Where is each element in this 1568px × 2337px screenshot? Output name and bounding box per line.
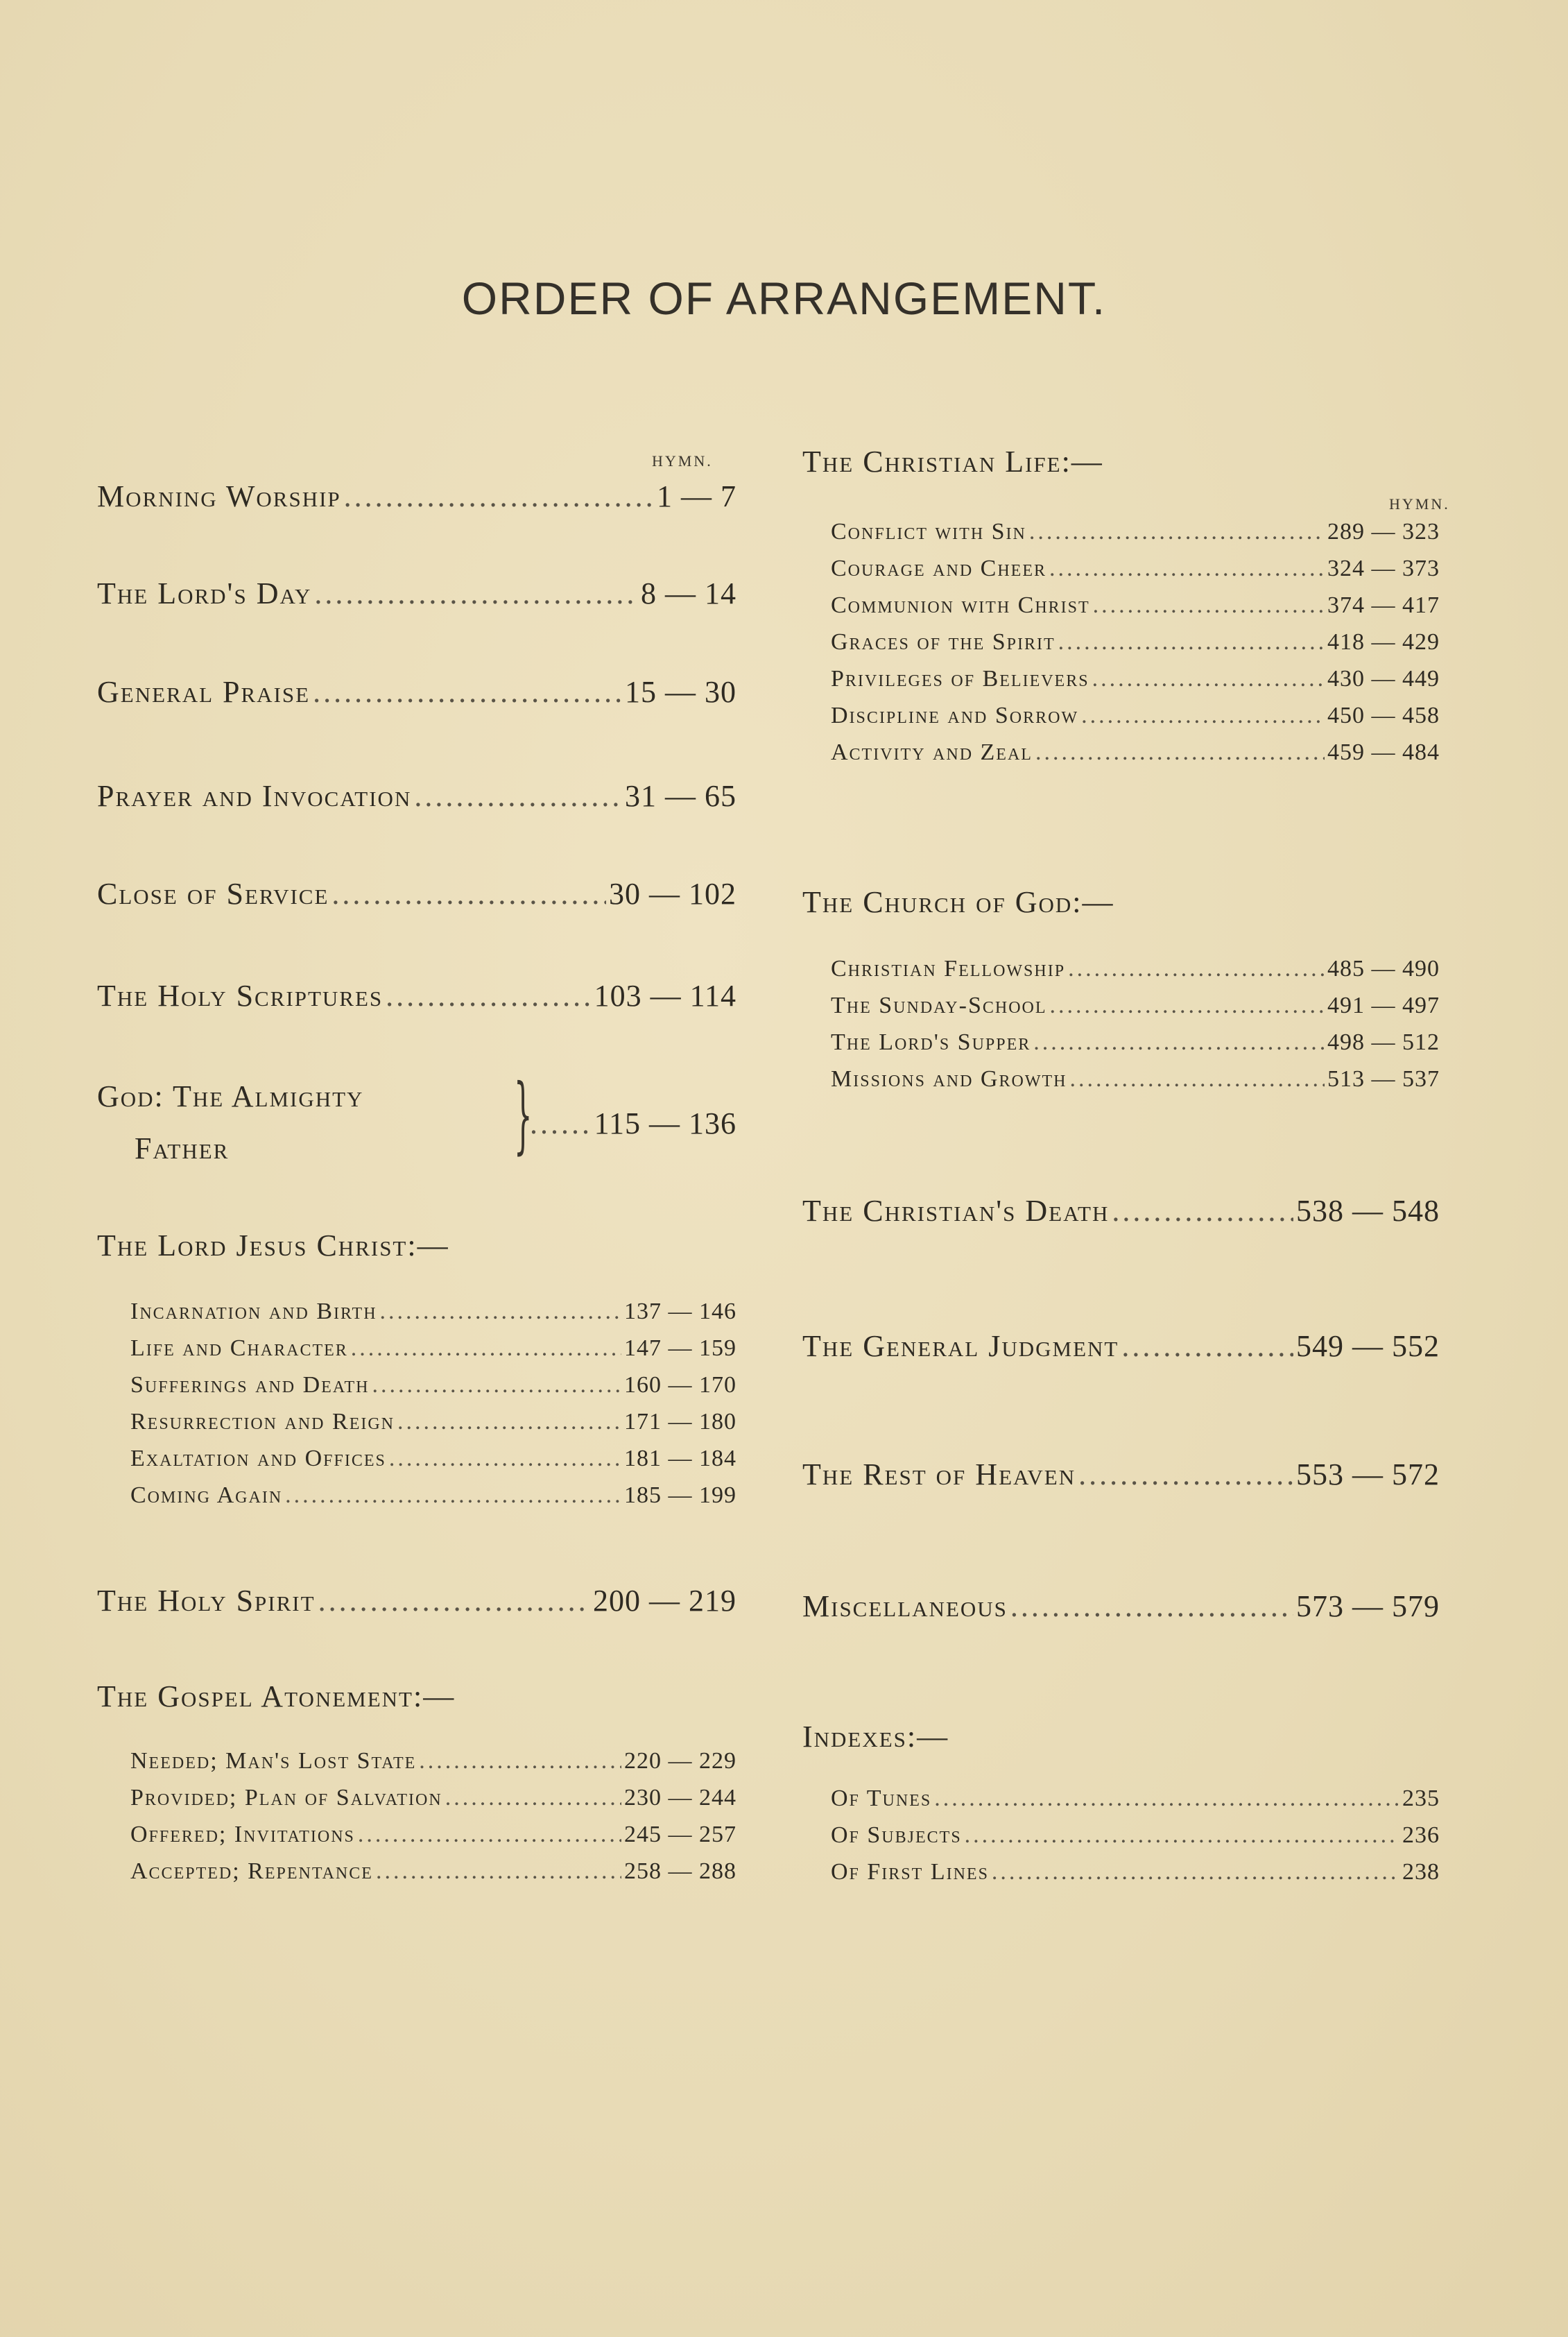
toc-subentry[interactable] (130, 1299, 736, 1325)
entry-range: 181 — 184 (624, 1446, 736, 1471)
entry-range: 513 — 537 (1327, 1066, 1440, 1092)
entry-label: Morning Worship (97, 479, 341, 513)
toc-entry[interactable] (97, 576, 736, 611)
entry-range: 30 — 102 (609, 877, 736, 911)
entry-label: Accepted; Repentance (130, 1858, 373, 1884)
entry-label: Prayer and Invocation (97, 779, 412, 813)
toc-entry[interactable] (97, 1583, 736, 1618)
section-heading-christian-life: The Christian Life:— (802, 445, 1103, 479)
entry-range: 324 — 373 (1327, 556, 1440, 581)
entry-range: 553 — 572 (1296, 1457, 1440, 1491)
leader-dots (1035, 739, 1325, 766)
entry-label: The Lord's Day (97, 576, 312, 610)
entry-range: 220 — 229 (624, 1748, 736, 1774)
entry-range: 200 — 219 (593, 1584, 736, 1618)
toc-subentry[interactable] (130, 1858, 736, 1885)
toc-subentry[interactable] (831, 956, 1440, 982)
entry-range: 1 — 7 (657, 479, 736, 513)
toc-entry[interactable] (97, 876, 736, 911)
entry-label: Incarnation and Birth (130, 1299, 377, 1324)
entry-label: Of First Lines (831, 1859, 989, 1885)
entry-range: 185 — 199 (624, 1482, 736, 1508)
leader-dots (380, 1299, 621, 1325)
entry-range: 374 — 417 (1327, 592, 1440, 618)
toc-subentry[interactable] (831, 629, 1440, 656)
brace-icon: } (513, 1067, 533, 1163)
toc-entry[interactable] (97, 479, 736, 514)
leader-dots (965, 1822, 1399, 1849)
entry-label: Offered; Invitations (130, 1822, 355, 1847)
entry-label: Missions and Growth (831, 1066, 1067, 1092)
toc-subentry[interactable] (831, 993, 1440, 1019)
entry-label: Christian Fellowship (831, 956, 1066, 982)
entry-range: 115 — 136 (594, 1106, 736, 1140)
hymn-column-label: HYMN. (652, 452, 713, 470)
toc-subentry[interactable] (831, 1859, 1440, 1885)
leader-dots (992, 1859, 1399, 1885)
entry-range: 230 — 244 (624, 1785, 736, 1810)
toc-entry[interactable] (97, 674, 736, 710)
entry-range: 549 — 552 (1296, 1329, 1440, 1363)
entry-range: 485 — 490 (1327, 956, 1440, 982)
entry-label: Activity and Zeal (831, 739, 1033, 765)
hymn-column-label: HYMN. (1389, 495, 1450, 513)
leader-dots (376, 1858, 621, 1885)
entry-label: Privileges of Believers (831, 666, 1089, 692)
leader-dots (1058, 629, 1325, 656)
toc-subentry[interactable] (130, 1446, 736, 1472)
entry-label: Graces of the Spirit (831, 629, 1056, 655)
leader-dots (358, 1822, 621, 1848)
toc-subentry[interactable] (831, 1786, 1440, 1812)
leader-dots (285, 1482, 621, 1509)
leader-dots (1081, 703, 1325, 729)
leader-dots (1010, 1589, 1293, 1624)
entry-range: 498 — 512 (1327, 1029, 1440, 1055)
entry-range: 160 — 170 (624, 1372, 736, 1398)
toc-entry[interactable] (802, 1589, 1440, 1624)
entry-label: Sufferings and Death (130, 1372, 370, 1398)
entry-range: 235 (1402, 1786, 1440, 1811)
entry-label: Life and Character (130, 1335, 348, 1361)
leader-dots (386, 978, 591, 1013)
god-label-line2[interactable]: Father (135, 1131, 230, 1165)
entry-label: Coming Again (130, 1482, 283, 1508)
section-heading-lord-jesus: The Lord Jesus Christ:— (97, 1229, 449, 1262)
entry-range: 450 — 458 (1327, 703, 1440, 728)
entry-range: 15 — 30 (625, 675, 736, 709)
section-heading-church: The Church of God:— (802, 885, 1114, 919)
entry-label: Miscellaneous (802, 1589, 1008, 1623)
entry-label: The Lord's Supper (831, 1029, 1031, 1055)
entry-range: 459 — 484 (1327, 739, 1440, 765)
entry-range: 418 — 429 (1327, 629, 1440, 655)
leader-dots (372, 1372, 621, 1398)
toc-entry[interactable] (527, 1106, 736, 1141)
entry-label: Discipline and Sorrow (831, 703, 1079, 728)
toc-subentry[interactable] (831, 519, 1440, 545)
entry-range: 538 — 548 (1296, 1194, 1440, 1228)
entry-range: 245 — 257 (624, 1822, 736, 1847)
leader-dots (1093, 592, 1325, 619)
entry-range: 171 — 180 (624, 1409, 736, 1435)
leader-dots (1112, 1193, 1293, 1229)
entry-label: Close of Service (97, 877, 329, 911)
leader-dots (1033, 1029, 1325, 1056)
page-title: ORDER OF ARRANGEMENT. (461, 273, 1107, 324)
entry-range: 137 — 146 (624, 1299, 736, 1324)
leader-dots (1092, 666, 1325, 692)
entry-range: 31 — 65 (625, 779, 736, 813)
entry-label: Conflict with Sin (831, 519, 1026, 545)
toc-subentry[interactable] (130, 1482, 736, 1509)
toc-subentry[interactable] (130, 1335, 736, 1362)
leader-dots (314, 576, 638, 611)
toc-entry[interactable] (97, 978, 736, 1013)
toc-subentry[interactable] (831, 592, 1440, 619)
entry-label: Resurrection and Reign (130, 1409, 395, 1435)
leader-dots (530, 1106, 592, 1141)
leader-dots (1068, 956, 1325, 982)
leader-dots (389, 1446, 621, 1472)
toc-subentry[interactable] (130, 1372, 736, 1398)
leader-dots (1069, 1066, 1325, 1093)
leader-dots (414, 778, 622, 814)
entry-label: General Praise (97, 675, 311, 709)
entry-label: Of Tunes (831, 1786, 932, 1811)
entry-label: Courage and Cheer (831, 556, 1047, 581)
toc-entry[interactable] (802, 1193, 1440, 1229)
leader-dots (1121, 1328, 1293, 1364)
leader-dots (344, 479, 654, 514)
entry-range: 573 — 579 (1296, 1589, 1440, 1623)
leader-dots (1029, 519, 1325, 545)
toc-subentry[interactable] (130, 1409, 736, 1435)
leader-dots (1078, 1457, 1293, 1492)
entry-range: 8 — 14 (641, 576, 736, 610)
toc-subentry[interactable] (831, 1066, 1440, 1093)
entry-range: 258 — 288 (624, 1858, 736, 1884)
entry-label: Exaltation and Offices (130, 1446, 386, 1471)
leader-dots (445, 1785, 621, 1811)
leader-dots (331, 876, 606, 911)
section-heading-indexes: Indexes:— (802, 1720, 949, 1754)
toc-entry[interactable] (802, 1457, 1440, 1492)
section-heading-gospel: The Gospel Atonement:— (97, 1679, 456, 1713)
toc-subentry[interactable] (831, 739, 1440, 766)
entry-range: 430 — 449 (1327, 666, 1440, 692)
entry-label: Communion with Christ (831, 592, 1090, 618)
leader-dots (1050, 993, 1325, 1019)
leader-dots (419, 1748, 621, 1774)
toc-subentry[interactable] (831, 703, 1440, 729)
leader-dots (397, 1409, 621, 1435)
entry-range: 236 (1402, 1822, 1440, 1848)
entry-range: 491 — 497 (1327, 993, 1440, 1018)
leader-dots (318, 1583, 590, 1618)
entry-range: 238 (1402, 1859, 1440, 1885)
toc-subentry[interactable] (831, 1822, 1440, 1849)
leader-dots (313, 674, 622, 710)
toc-subentry[interactable] (130, 1785, 736, 1811)
entry-label: Provided; Plan of Salvation (130, 1785, 442, 1810)
toc-subentry[interactable] (831, 1029, 1440, 1056)
toc-subentry[interactable] (831, 666, 1440, 692)
entry-label: The Rest of Heaven (802, 1457, 1076, 1491)
leader-dots (934, 1786, 1399, 1812)
leader-dots (351, 1335, 621, 1362)
entry-label: Needed; Man's Lost State (130, 1748, 417, 1774)
toc-entry[interactable] (802, 1328, 1440, 1364)
entry-label: The General Judgment (802, 1329, 1119, 1363)
entry-range: 289 — 323 (1327, 519, 1440, 545)
entry-range: 147 — 159 (624, 1335, 736, 1361)
god-label-line1[interactable]: God: The Almighty (97, 1079, 364, 1113)
toc-subentry[interactable] (130, 1748, 736, 1774)
entry-label: The Holy Spirit (97, 1584, 316, 1618)
entry-label: Of Subjects (831, 1822, 962, 1848)
toc-subentry[interactable] (130, 1822, 736, 1848)
entry-label: The Christian's Death (802, 1194, 1110, 1228)
leader-dots (1049, 556, 1325, 582)
entry-label: The Holy Scriptures (97, 979, 384, 1013)
entry-range: 103 — 114 (594, 979, 736, 1013)
entry-label: The Sunday-School (831, 993, 1047, 1018)
toc-entry[interactable] (97, 778, 736, 814)
toc-subentry[interactable] (831, 556, 1440, 582)
